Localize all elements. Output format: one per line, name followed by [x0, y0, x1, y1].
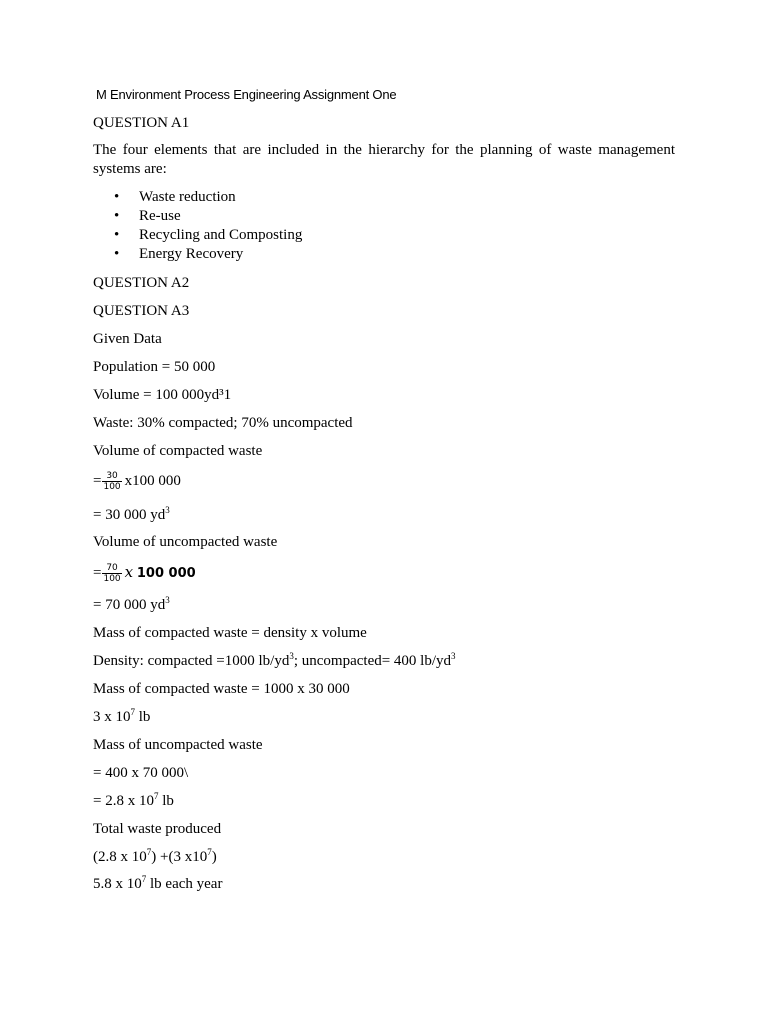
superscript: 7 [207, 847, 212, 857]
hierarchy-list [93, 188, 302, 264]
fraction-numerator: 30 [102, 471, 121, 482]
fraction [102, 563, 121, 584]
result-text: = 2.8 x 10 [93, 793, 154, 809]
equation-part: ) [211, 849, 217, 865]
population-line: Population = 50 000 [93, 359, 216, 375]
superscript: 3 [451, 651, 456, 661]
intro-paragraph: The four elements that are included in the hierarchy for the planning of waste management systems are: [93, 142, 675, 177]
fraction [102, 471, 121, 492]
equation-rest: 100 000 [136, 566, 196, 581]
volume-compacted-title: Volume of compacted waste [93, 443, 263, 459]
list-item: • Re-use [93, 207, 302, 226]
question-a2-heading: QUESTION A2 [93, 275, 190, 291]
fraction-denominator: 100 [103, 574, 121, 585]
equation-part: (2.8 x 10 [93, 849, 147, 865]
equation-rest: x100 000 [124, 473, 181, 489]
result-text: = 30 000 yd [93, 507, 166, 523]
total-waste-equation [93, 848, 217, 866]
times-symbol: x [124, 563, 134, 581]
superscript: 3 [165, 595, 170, 605]
volume-compacted-equation [93, 470, 181, 492]
result-text: 3 x 10 [93, 709, 131, 725]
result-unit: lb [158, 793, 174, 809]
page-header: M Environment Process Engineering Assignment One [96, 87, 397, 102]
superscript: 7 [146, 847, 152, 857]
volume-uncompacted-result [93, 596, 170, 614]
volume-uncompacted-title: Volume of uncompacted waste [93, 534, 278, 550]
volume-compacted-result [93, 506, 170, 524]
density-compacted: Density: compacted =1000 lb/yd [93, 653, 290, 669]
superscript: 7 [130, 707, 135, 717]
waste-split-line: Waste: 30% compacted; 70% uncompacted [93, 415, 353, 431]
mass-formula-line: Mass of compacted waste = density x volume [93, 625, 367, 641]
list-item: • Energy Recovery [93, 245, 302, 264]
list-item: • Recycling and Composting [93, 226, 302, 245]
superscript: 7 [141, 874, 147, 884]
result-unit: lb [135, 709, 151, 725]
given-data-label: Given Data [93, 331, 162, 347]
fraction-denominator: 100 [103, 482, 121, 493]
superscript: 3 [165, 505, 170, 515]
list-item: • Waste reduction [93, 188, 302, 207]
mass-compacted-equation: Mass of compacted waste = 1000 x 30 000 [93, 681, 350, 697]
volume-line: Volume = 100 000yd³1 [93, 387, 232, 403]
question-a3-heading: QUESTION A3 [93, 303, 190, 319]
total-waste-result [93, 875, 222, 893]
density-uncompacted: ; uncompacted= 400 lb/yd [293, 653, 452, 669]
mass-uncompacted-title: Mass of uncompacted waste [93, 737, 263, 753]
result-text: 5.8 x 10 [93, 876, 142, 892]
mass-uncompacted-equation: = 400 x 70 000\ [93, 765, 189, 781]
mass-compacted-result [93, 708, 150, 726]
equation-prefix: = [93, 565, 102, 581]
density-line [93, 652, 456, 670]
superscript: 3 [289, 651, 294, 661]
result-text: = 70 000 yd [93, 597, 166, 613]
equation-part: ) +(3 x10 [151, 849, 208, 865]
mass-uncompacted-result [93, 792, 174, 810]
question-a1-heading: QUESTION A1 [93, 115, 190, 131]
total-waste-title: Total waste produced [93, 821, 222, 837]
equation-prefix: = [93, 473, 102, 489]
volume-uncompacted-equation [93, 561, 196, 585]
result-unit: lb each year [146, 876, 223, 892]
fraction-numerator: 70 [102, 563, 121, 574]
superscript: 7 [153, 791, 159, 801]
